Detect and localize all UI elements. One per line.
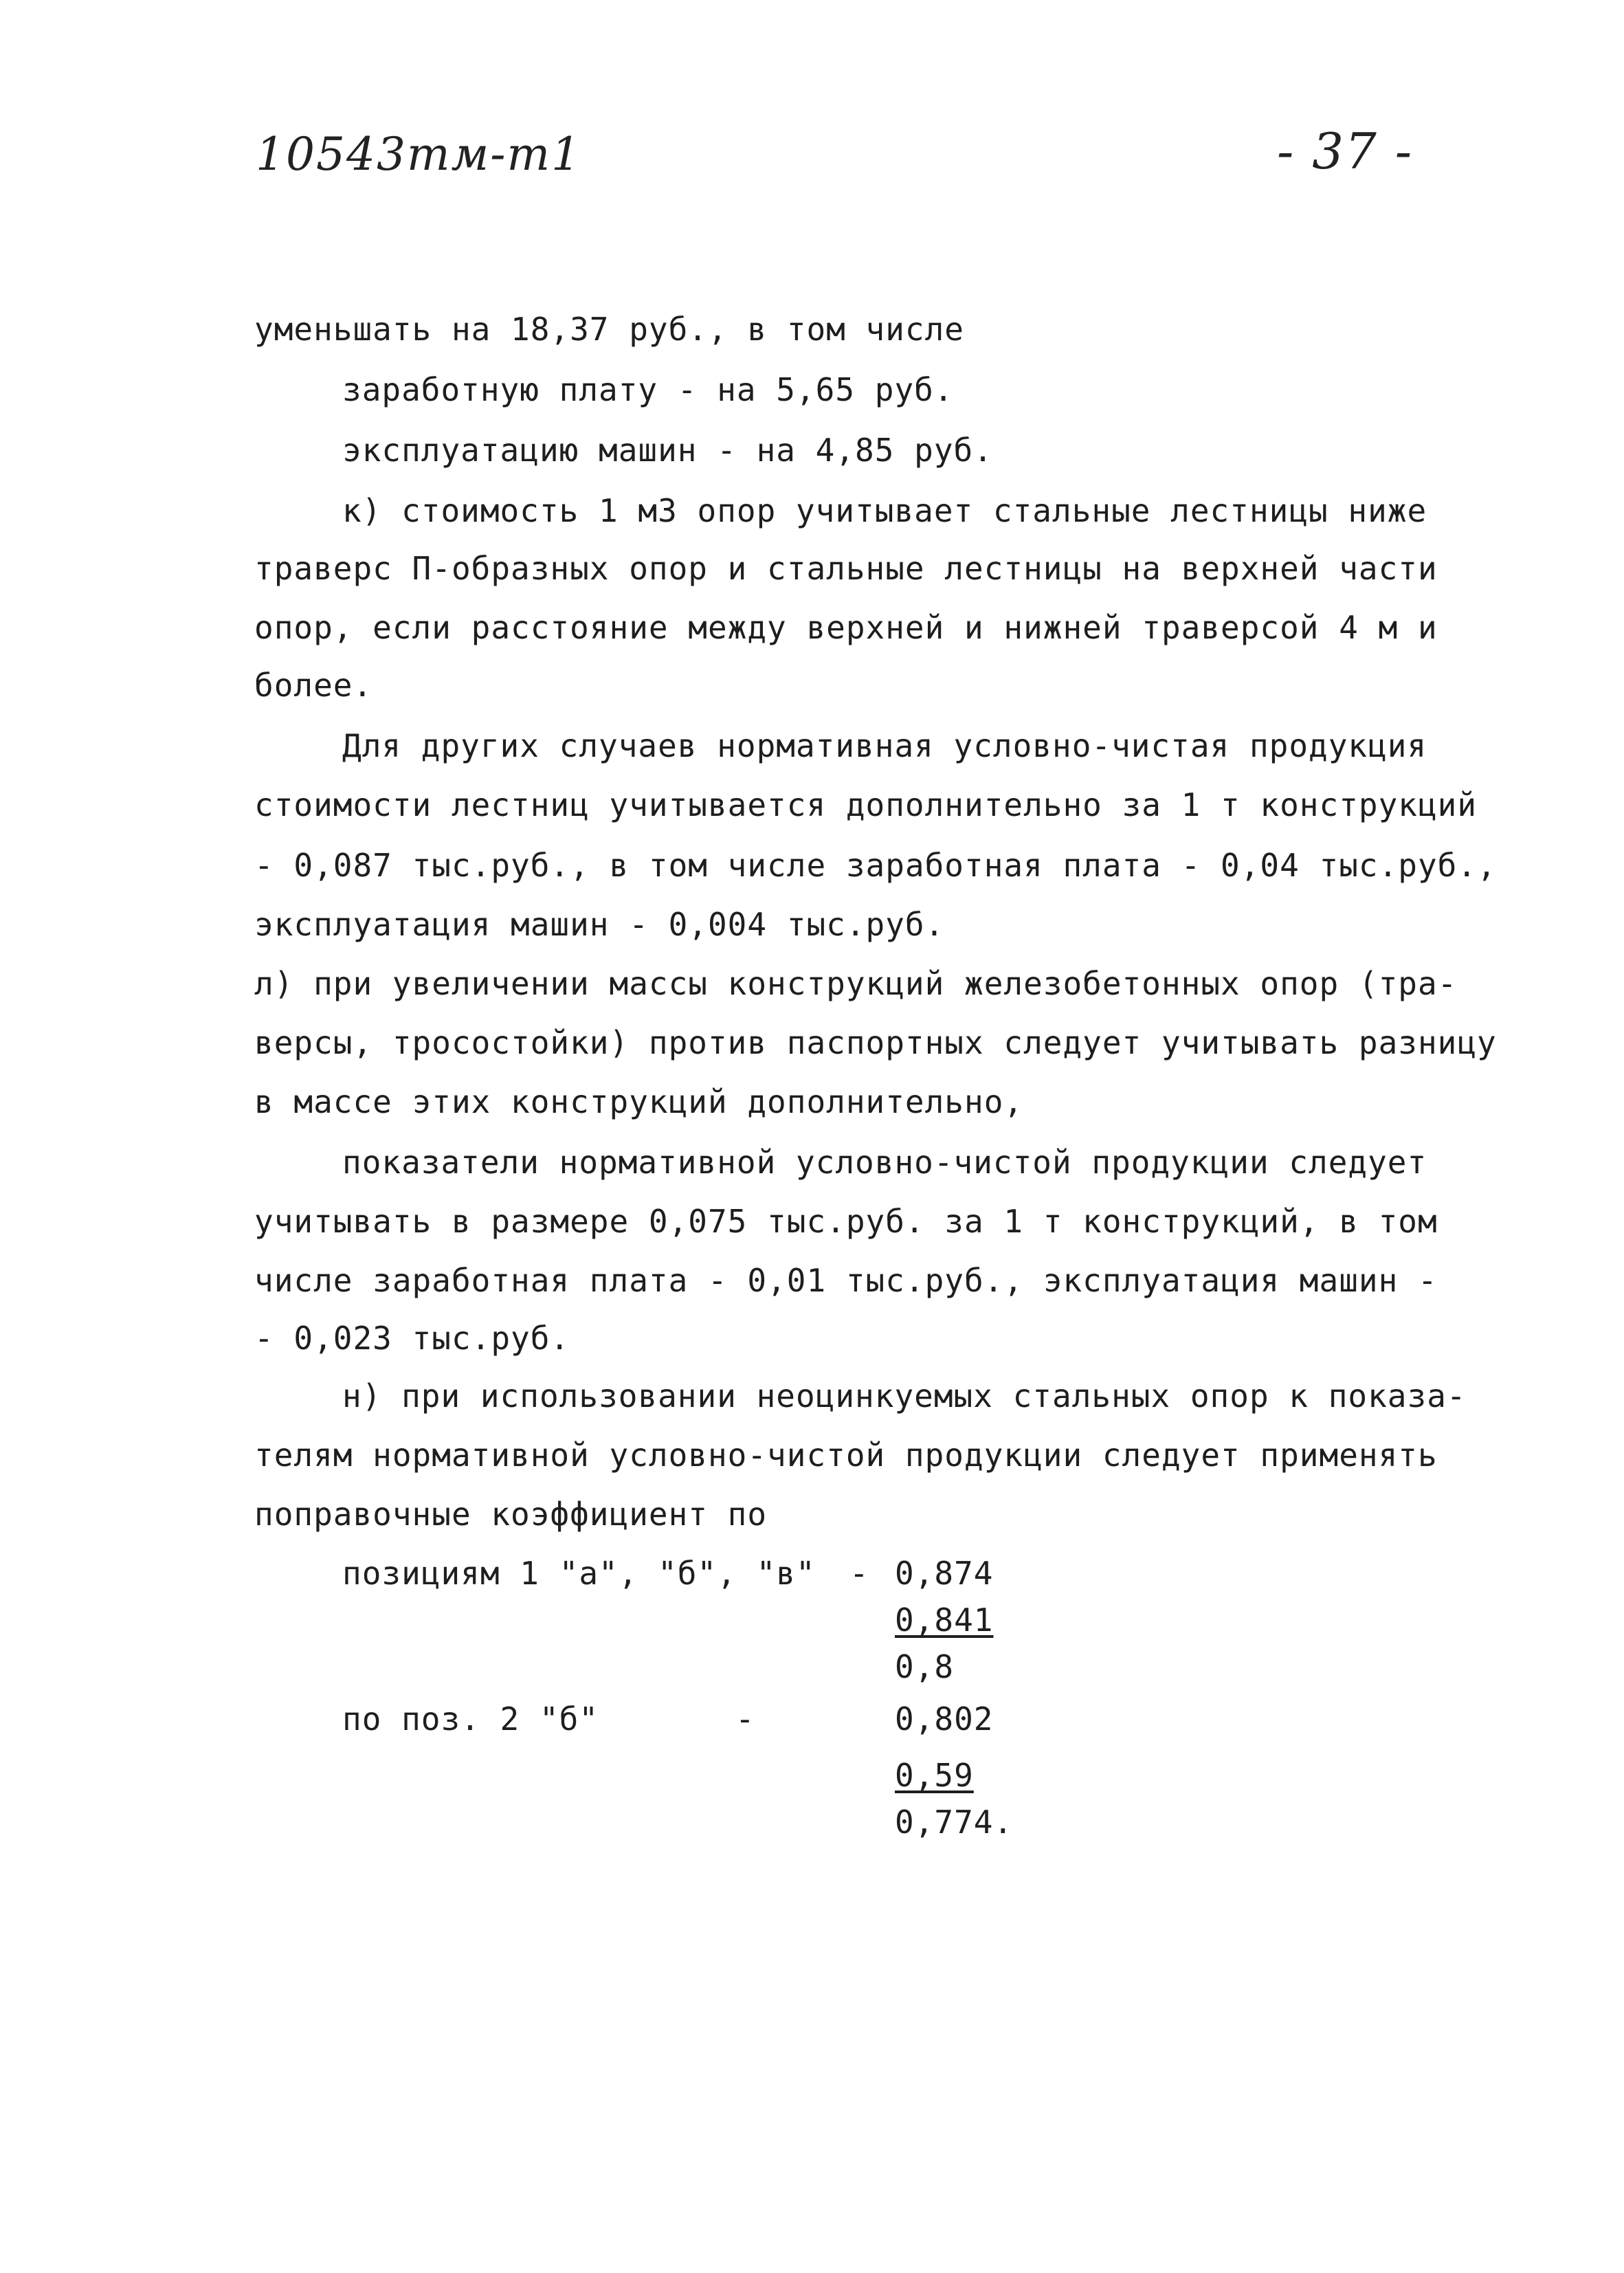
body-line: телям нормативной условно-чистой продукции следует применять [254, 1437, 1438, 1474]
body-line: в массе этих конструкций дополнительно, [254, 1083, 1024, 1120]
body-line: опор, если расстояние между верхней и нижней траверсой 4 м и [254, 609, 1438, 646]
body-line: траверс П-образных опор и стальные лестницы на верхней части [254, 550, 1438, 587]
coefficient-label: позициям 1 "а", "б", "в" [342, 1555, 816, 1592]
body-line: эксплуатацию машин - на 4,85 руб. [342, 432, 993, 469]
coefficient-dash: - [735, 1700, 755, 1738]
body-line: - 0,023 тыс.руб. [254, 1320, 570, 1357]
coefficient-fraction-bottom: 0,774. [895, 1804, 1014, 1841]
body-line: к) стоимость 1 м3 опор учитывает стальные лестницы ниже [342, 492, 1427, 529]
document-code: 10543тм-т1 [256, 128, 582, 181]
body-line: н) при использовании неоцинкуемых стальных опор к показа- [342, 1377, 1467, 1415]
coefficient-fraction-bottom: 0,8 [895, 1648, 955, 1685]
body-line: эксплуатация машин - 0,004 тыс.руб. [254, 906, 945, 943]
coefficient-dash: - [849, 1555, 869, 1592]
body-line: уменьшать на 18,37 руб., в том числе [254, 311, 964, 348]
coefficient-fraction-top: 0,841 [895, 1601, 994, 1639]
body-line: версы, тросостойки) против паспортных следует учитывать разницу [254, 1024, 1497, 1061]
body-line: л) при увеличении массы конструкций железобетонных опор (тра- [254, 965, 1458, 1002]
body-line: - 0,087 тыс.руб., в том числе заработная плата - 0,04 тыс.руб., [254, 847, 1497, 884]
page-number: - 37 - [1277, 122, 1414, 180]
body-line: заработную плату - на 5,65 руб. [342, 371, 954, 408]
coefficient-value: 0,874 [895, 1555, 994, 1592]
body-line: поправочные коэффициент по [254, 1496, 768, 1533]
coefficient-label: по поз. 2 "б" [342, 1700, 599, 1738]
body-line: более. [254, 667, 373, 704]
coefficient-value: 0,802 [895, 1700, 994, 1738]
body-line: числе заработная плата - 0,01 тыс.руб., эксплуатация машин - [254, 1262, 1438, 1299]
body-line: показатели нормативной условно-чистой продукции следует [342, 1144, 1427, 1181]
coefficient-fraction-top: 0,59 [895, 1757, 974, 1794]
body-line: учитывать в размере 0,075 тыс.руб. за 1 т конструкций, в том [254, 1203, 1438, 1240]
body-line: стоимости лестниц учитывается дополнительно за 1 т конструкций [254, 786, 1478, 823]
body-line: Для других случаев нормативная условно-чистая продукция [342, 727, 1427, 764]
